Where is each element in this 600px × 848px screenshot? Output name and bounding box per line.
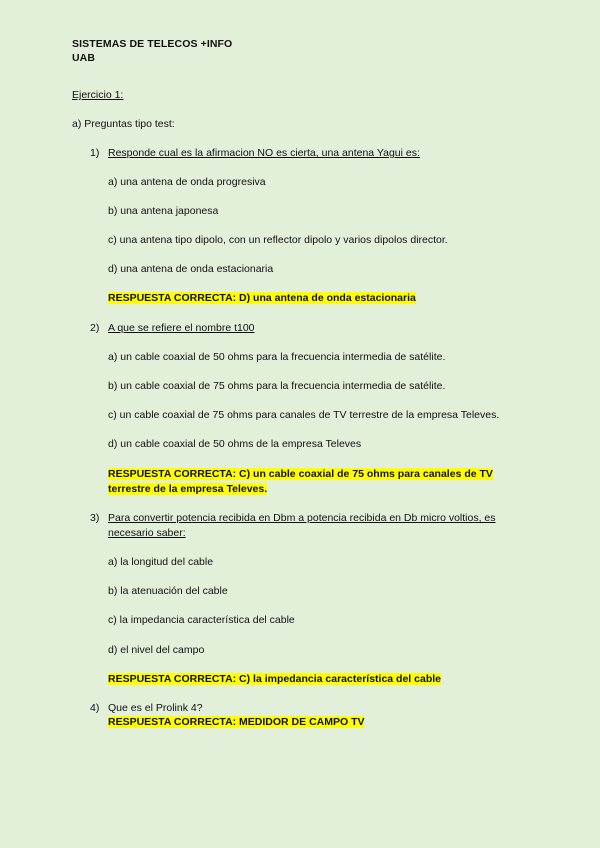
question-text: A que se refiere el nombre t100 bbox=[108, 322, 255, 334]
correct-answer bbox=[108, 468, 493, 480]
correct-answer bbox=[108, 716, 364, 728]
section-heading: a) Preguntas tipo test: bbox=[72, 118, 175, 130]
correct-answer bbox=[108, 673, 441, 685]
question-text: Para convertir potencia recibida en Dbm a potencia recibida en Db micro voltios, es bbox=[108, 512, 496, 524]
question-text: necesario saber: bbox=[108, 527, 186, 539]
question-number: 3) bbox=[90, 512, 100, 524]
exercise-title: Ejercicio 1: bbox=[72, 89, 124, 101]
answer-option: d) el nivel del campo bbox=[108, 644, 205, 656]
answer-option: c) la impedancia característica del cable bbox=[108, 614, 295, 626]
answer-option: a) una antena de onda progresiva bbox=[108, 176, 266, 188]
answer-option: b) una antena japonesa bbox=[108, 205, 219, 217]
answer-option: c) un cable coaxial de 75 ohms para canales de TV terrestre de la empresa Televes. bbox=[108, 409, 500, 421]
answer-option: d) una antena de onda estacionaria bbox=[108, 263, 274, 275]
answer-option: b) un cable coaxial de 75 ohms para la frecuencia intermedia de satélite. bbox=[108, 380, 446, 392]
correct-answer-highlight: RESPUESTA CORRECTA: C) un cable coaxial de 75 ohms para canales de TV bbox=[108, 468, 493, 480]
correct-answer-highlight: RESPUESTA CORRECTA: MEDIDOR DE CAMPO TV bbox=[108, 716, 365, 728]
question-number: 2) bbox=[90, 322, 100, 334]
question-text: Responde cual es la afirmacion NO es cierta, una antena Yagui es: bbox=[108, 147, 420, 159]
question-number: 1) bbox=[90, 147, 100, 159]
answer-option: a) la longitud del cable bbox=[108, 556, 214, 568]
document-subtitle: UAB bbox=[72, 52, 96, 64]
correct-answer-highlight: RESPUESTA CORRECTA: C) la impedancia característica del cable bbox=[108, 673, 441, 685]
correct-answer bbox=[108, 483, 267, 495]
correct-answer-highlight: RESPUESTA CORRECTA: D) una antena de onda estacionaria bbox=[108, 292, 416, 304]
answer-option: c) una antena tipo dipolo, con un reflector dipolo y varios dipolos director. bbox=[108, 234, 448, 246]
correct-answer bbox=[108, 292, 416, 304]
question-number: 4) bbox=[90, 702, 100, 714]
question-text: Que es el Prolink 4? bbox=[108, 702, 203, 714]
answer-option: a) un cable coaxial de 50 ohms para la frecuencia intermedia de satélite. bbox=[108, 351, 446, 363]
answer-option: b) la atenuación del cable bbox=[108, 585, 228, 597]
document-title: SISTEMAS DE TELECOS +INFO bbox=[72, 38, 233, 50]
correct-answer-highlight: terrestre de la empresa Televes. bbox=[108, 483, 268, 495]
answer-option: d) un cable coaxial de 50 ohms de la empresa Televes bbox=[108, 438, 362, 450]
